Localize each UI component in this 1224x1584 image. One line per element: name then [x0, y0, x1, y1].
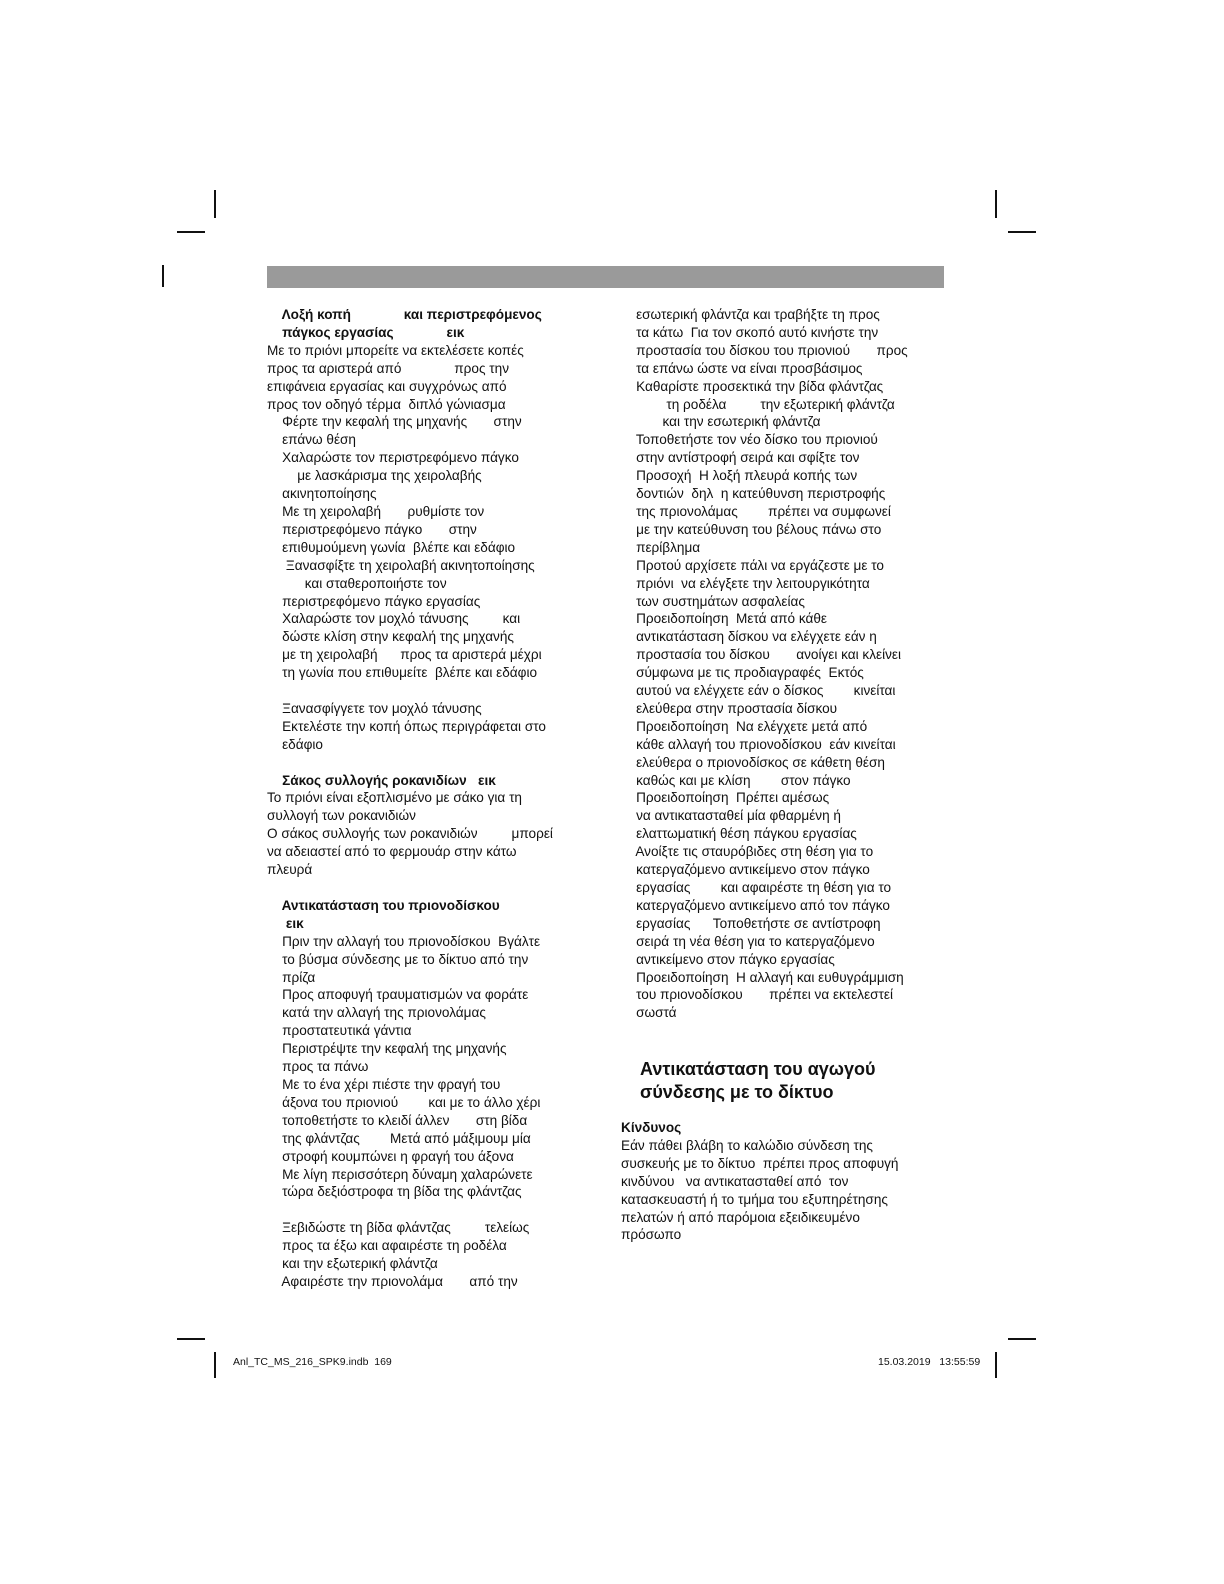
text-line: δοντιών δηλ η κατεύθυνση περιστροφής	[621, 486, 886, 502]
text-line: κατεργαζόμενο αντικείμενο στον πάγκο	[621, 862, 870, 878]
header-band	[267, 266, 944, 288]
text-line: εδάφιο	[267, 736, 323, 752]
text-line: Με το ένα χέρι πιέστε την φραγή του	[267, 1076, 501, 1092]
text-line: Προειδοποίηση Να ελέγχετε μετά από	[621, 718, 868, 734]
text-line: προς τα πάνω	[267, 1059, 369, 1075]
text-line: τη ροδέλα την εξωτερική φλάντζα	[621, 396, 895, 412]
text-line: προστασία του δίσκου του πριονιού προς	[621, 342, 908, 358]
text-line: Προειδοποίηση Η αλλαγή και ευθυγράμμιση	[621, 969, 904, 985]
text-line: Προειδοποίηση Μετά από κάθε	[621, 611, 827, 627]
text-line: εργασίας και αφαιρέστε τη θέση για το	[621, 880, 892, 895]
section-heading	[640, 1058, 875, 1104]
crop-mark	[995, 190, 997, 218]
text-line: Αφαιρέστε την πριονολάμα από την	[267, 1273, 518, 1289]
text-line: ελεύθερα ο πριονοδίσκος σε κάθετη θέση	[621, 754, 885, 770]
text-line: Ξανασφίξτε τη χειρολαβή ακινητοποίησης	[267, 557, 535, 573]
text-line	[267, 682, 597, 700]
text-line: περιστρεφόμενο πάγκο εργασίας	[267, 593, 481, 609]
text-line: Προτού αρχίσετε πάλι να εργάζεστε με το	[621, 557, 884, 573]
text-line: εσωτερική φλάντζα και τραβήξτε τη προς	[621, 307, 880, 322]
text-line: τη γωνία που επιθυμείτε βλέπε και εδάφιο	[267, 665, 538, 681]
text-line: πριόνι να ελέγξετε την λειτουργικότητα	[621, 575, 870, 591]
text-line	[267, 879, 597, 897]
text-line: Εκτελέστε την κοπή όπως περιγράφεται στο	[267, 718, 546, 734]
text-line: Λοξή κοπή και περιστρεφόμενος	[267, 307, 542, 322]
text-line: Φέρτε την κεφαλή της μηχανής στην	[267, 414, 522, 430]
text-line: του πριονοδίσκου πρέπει να εκτελεστεί	[621, 987, 893, 1003]
crop-mark	[177, 231, 205, 233]
danger-title: Κίνδυνος	[621, 1120, 682, 1135]
text-line: περιστρεφόμενο πάγκο στην	[267, 521, 477, 537]
text-line: συλλογή των ροκανιδιών	[267, 808, 416, 824]
text-line: τα κάτω Για τον σκοπό αυτό κινήστε την	[621, 324, 879, 340]
text-line	[267, 1201, 597, 1219]
text-line	[267, 754, 597, 772]
text-line: της φλάντζας Μετά από μάξιμουμ μία	[267, 1130, 531, 1146]
text-line: Καθαρίστε προσεκτικά την βίδα φλάντζας	[621, 378, 884, 394]
text-line: σειρά τη νέα θέση για το κατεργαζόμενο	[621, 933, 875, 949]
text-line: και την εσωτερική φλάντζα	[621, 414, 821, 430]
text-line: δώστε κλίση στην κεφαλή της μηχανής	[267, 629, 514, 645]
crop-mark	[1008, 1338, 1036, 1340]
text-line: προστασία του δίσκου ανοίγει και κλείνει	[621, 647, 901, 663]
text-line: Ξεβιδώστε τη βίδα φλάντζας τελείως	[267, 1220, 530, 1236]
text-line: στροφή κουμπώνει η φραγή του άξονα	[267, 1148, 514, 1164]
text-line: Εάν πάθει βλάβη το καλώδιο σύνδεση της	[621, 1137, 873, 1153]
crop-mark	[214, 190, 216, 218]
text-line: πελατών ή από παρόμοια εξειδικευμένο	[621, 1209, 860, 1225]
text-line: τώρα δεξιόστροφα τη βίδα της φλάντζας	[267, 1184, 522, 1200]
text-line: κινδύνου να αντικατασταθεί από τον	[621, 1173, 849, 1189]
text-line: επάνω θέση	[267, 432, 356, 448]
text-line: Με τη χειρολαβή ρυθμίστε τον	[267, 503, 485, 519]
section-heading-line: σύνδεσης με το δίκτυο	[640, 1082, 834, 1102]
text-line: της πριονολάμας πρέπει να συμφωνεί	[621, 503, 891, 519]
text-line: το βύσμα σύνδεσης με το δίκτυο από την	[267, 951, 529, 967]
text-line: Ανοίξτε τις σταυρόβιδες στη θέση για το	[621, 844, 874, 860]
text-line: Ξανασφίγγετε τον μοχλό τάνυσης	[267, 700, 482, 716]
danger-notice	[621, 1119, 951, 1244]
text-line: αντικατάσταση δίσκου να ελέγχετε εάν η	[621, 629, 877, 645]
text-line: άξονα του πριονιού και με το άλλο χέρι	[267, 1094, 541, 1110]
text-line: ελεύθερα στην προστασία δίσκου	[621, 700, 838, 716]
text-line: και σταθεροποιήστε τον	[267, 575, 447, 591]
text-line: προστατευτικά γάντια	[267, 1023, 412, 1039]
text-line: προς τα αριστερά από προς την	[267, 360, 510, 376]
text-line: με λασκάρισμα της χειρολαβής	[267, 468, 482, 484]
text-line: κάθε αλλαγή του πριονοδίσκου εάν κινείται	[621, 736, 896, 752]
text-line: Σάκος συλλογής ροκανιδίων εικ	[267, 772, 496, 788]
right-column	[621, 306, 951, 1022]
left-column	[267, 306, 597, 1291]
text-line: πρίζα	[267, 969, 316, 985]
text-line: Προειδοποίηση Πρέπει αμέσως	[621, 790, 830, 806]
text-line: ελαττωματική θέση πάγκου εργασίας	[621, 826, 857, 842]
text-line: να αδειαστεί από το φερμουάρ στην κάτω	[267, 844, 517, 860]
text-line: να αντικατασταθεί μία φθαρμένη ή	[621, 808, 841, 824]
text-line: εικ	[267, 915, 304, 931]
text-line: πάγκος εργασίας εικ	[267, 324, 465, 340]
text-line: και την εξωτερική φλάντζα	[267, 1256, 438, 1272]
text-line: προς τον οδηγό τέρμα διπλό γώνιασμα	[267, 396, 506, 412]
footer-timestamp: 15.03.2019 13:55:59	[878, 1356, 981, 1368]
text-line: κατασκευαστή ή το τμήμα του εξυπηρέτησης	[621, 1191, 888, 1207]
text-line: συσκευής με το δίκτυο πρέπει προς αποφυγή	[621, 1155, 899, 1171]
text-line: επιφάνεια εργασίας και συγχρόνως από	[267, 378, 507, 394]
text-line: τοποθετήστε το κλειδί άλλεν στη βίδα	[267, 1112, 528, 1128]
text-line: Με το πριόνι μπορείτε να εκτελέσετε κοπές	[267, 342, 524, 358]
text-line: Χαλαρώστε τον περιστρεφόμενο πάγκο	[267, 450, 519, 466]
crop-mark	[1008, 231, 1036, 233]
text-line: Τοποθετήστε τον νέο δίσκο του πριονιού	[621, 432, 878, 448]
text-line: ακινητοποίησης	[267, 486, 377, 502]
text-line: αυτού να ελέγχετε εάν ο δίσκος κινείται	[621, 683, 896, 699]
text-line: εργασίας Τοποθετήστε σε αντίστροφη	[621, 915, 881, 931]
text-line: Αντικατάσταση του πριονοδίσκου	[267, 897, 500, 913]
text-line: πλευρά	[267, 862, 313, 878]
text-line: Προσοχή Η λοξή πλευρά κοπής των	[621, 468, 858, 484]
text-line: με την κατεύθυνση του βέλους πάνω στο	[621, 521, 882, 537]
text-line: Ο σάκος συλλογής των ροκανιδιών μπορεί	[267, 826, 553, 842]
text-line: πρόσωπο	[621, 1227, 682, 1243]
text-line: επιθυμούμενη γωνία βλέπε και εδάφιο	[267, 539, 516, 555]
text-line: προς τα έξω και αφαιρέστε τη ροδέλα	[267, 1238, 507, 1254]
text-line: των συστημάτων ασφαλείας	[621, 593, 805, 609]
text-line: τα επάνω ώστε να είναι προσβάσιμος	[621, 360, 863, 376]
crop-mark	[162, 265, 164, 287]
text-line: κατεργαζόμενο αντικείμενο από τον πάγκο	[621, 897, 890, 913]
text-line: Το πριόνι είναι εξοπλισμένο με σάκο για τη	[267, 790, 522, 806]
text-line: περίβλημα	[621, 539, 701, 555]
text-line: αντικείμενο στον πάγκο εργασίας	[621, 951, 835, 967]
danger-text	[621, 1137, 951, 1244]
text-line: Χαλαρώστε τον μοχλό τάνυσης και	[267, 611, 521, 627]
text-line: σωστά	[621, 1005, 677, 1021]
text-line: καθώς και με κλίση στον πάγκο	[621, 772, 851, 788]
section-heading-line: Αντικατάσταση του αγωγού	[640, 1059, 876, 1079]
text-line: στην αντίστροφή σειρά και σφίξτε τον	[621, 450, 860, 466]
crop-mark	[995, 1352, 997, 1378]
footer-file: Anl_TC_MS_216_SPK9.indb 169	[233, 1356, 392, 1368]
text-line: Προς αποφυγή τραυματισμών να φοράτε	[267, 987, 529, 1003]
text-line: Περιστρέψτε την κεφαλή της μηχανής	[267, 1041, 507, 1057]
text-line: με τη χειρολαβή προς τα αριστερά μέχρι	[267, 647, 542, 663]
text-line: Με λίγη περισσότερη δύναμη χαλαρώνετε	[267, 1166, 533, 1182]
text-line: σύμφωνα με τις προδιαγραφές Εκτός	[621, 665, 864, 681]
crop-mark	[214, 1352, 216, 1378]
text-line: Πριν την αλλαγή του πριονοδίσκου Βγάλτε	[267, 933, 541, 949]
text-line: κατά την αλλαγή της πριονολάμας	[267, 1005, 486, 1021]
crop-mark	[177, 1338, 205, 1340]
